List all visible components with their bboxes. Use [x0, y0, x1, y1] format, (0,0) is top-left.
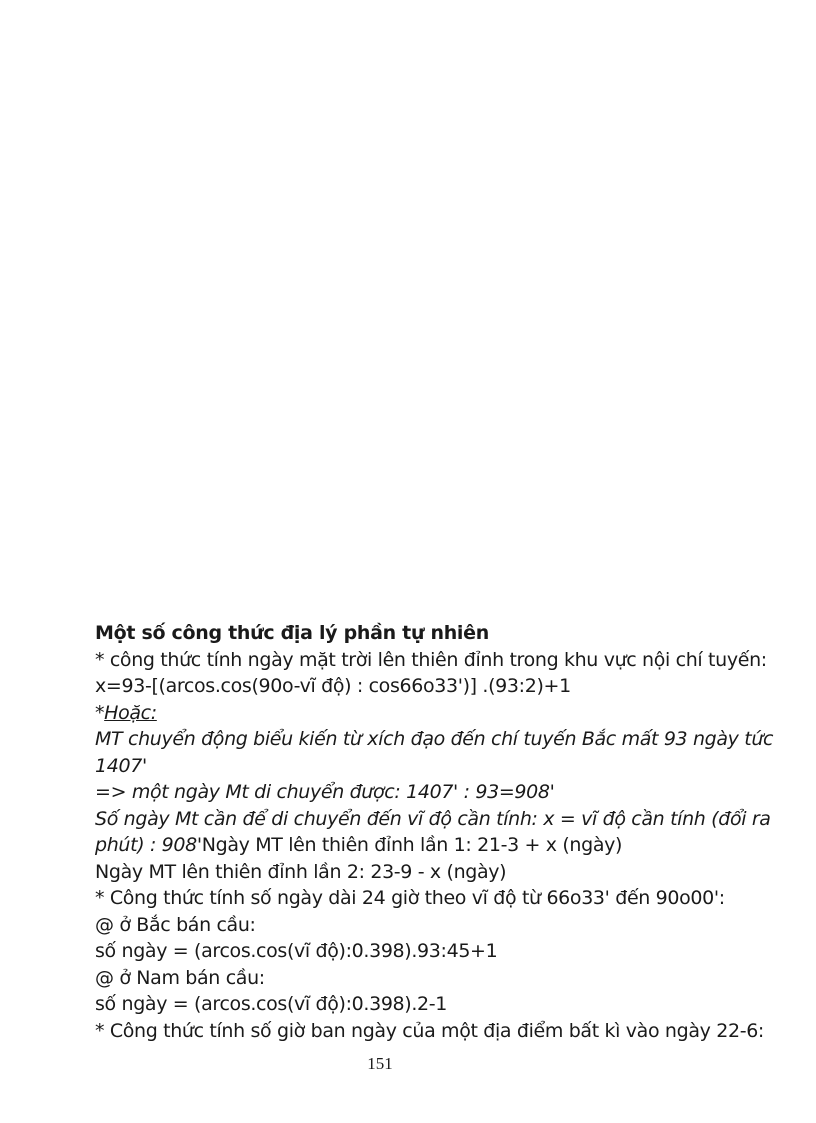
- text-line-4: @ ở Bắc bán cầu:: [95, 913, 256, 936]
- normal-fragment: Ngày MT lên thiên đỉnh lần 1: 21-3 + x (ngày): [201, 834, 623, 856]
- text-line-5: @ ở Nam bán cầu:: [95, 966, 265, 989]
- section-title: Một số công thức địa lý phần tự nhiên: [95, 622, 489, 644]
- document-body: [95, 620, 775, 1044]
- formula-line-2: số ngày = (arcos.cos(vĩ độ):0.398).93:45+1: [95, 940, 498, 962]
- alternative-label: Hoặc:: [104, 701, 157, 724]
- text-line-1: * công thức tính ngày mặt trời lên thiên đỉnh trong khu vực nội chí tuyến:: [95, 648, 767, 671]
- italic-line-4: Số ngày Mt cần để di chuyển đến vĩ độ cần tính: x = vĩ độ cần tính (đổi ra: [95, 807, 771, 830]
- formula-line-1: x=93-[(arcos.cos(90o-vĩ độ) : cos66o33')] .(93:2)+1: [95, 675, 571, 697]
- text-line-3: * Công thức tính số ngày dài 24 giờ theo vĩ độ từ 66o33' đến 90o00':: [95, 887, 725, 909]
- asterisk: *: [95, 701, 105, 724]
- text-line-6: * Công thức tính số giờ ban ngày của một địa điểm bất kì vào ngày 22-6:: [95, 1019, 764, 1042]
- mixed-line: [95, 832, 775, 859]
- italic-line-1: MT chuyển động biểu kiến từ xích đạo đến chí tuyến Bắc mất 93 ngày tức: [95, 728, 774, 750]
- formula-line-3: số ngày = (arcos.cos(vĩ độ):0.398).2-1: [95, 993, 448, 1015]
- alternative-heading: [95, 700, 775, 727]
- page-number: 151: [367, 1054, 393, 1073]
- italic-line-3: => một ngày Mt di chuyển được: 1407' : 93=908': [95, 781, 555, 803]
- italic-fragment: phút) : 908': [95, 834, 202, 856]
- italic-line-2: 1407': [95, 754, 147, 777]
- text-line-2: Ngày MT lên thiên đỉnh lần 2: 23-9 - x (ngày): [95, 860, 507, 883]
